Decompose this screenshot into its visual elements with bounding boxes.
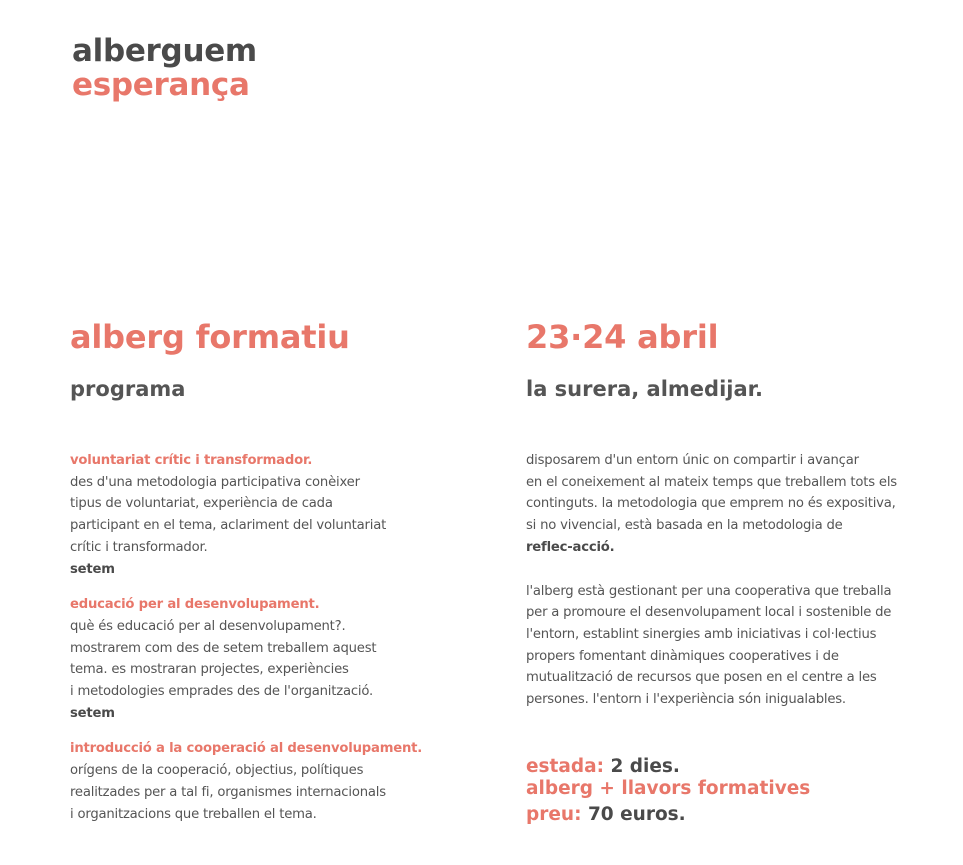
paragraph-line: persones. l'entorn i l'experiència són inigualables. (526, 692, 846, 708)
section-heading: educació per al desenvolupament. (70, 597, 320, 613)
stay-value: 2 dies. (610, 755, 680, 777)
section-text-line: des d'una metodologia participativa conèixer (70, 474, 360, 490)
stay-row (526, 756, 936, 778)
program-section (70, 594, 470, 724)
program-column (70, 318, 470, 825)
price-label: preu: (526, 803, 582, 825)
program-section (70, 738, 470, 825)
event-details-column (526, 318, 936, 826)
hostel-paragraph (526, 581, 936, 711)
paragraph-line: mutualització de recursos que posen en el centre a les (526, 670, 877, 686)
methodology-paragraph (526, 450, 936, 559)
logo-line-2: esperança (72, 67, 250, 103)
program-subtitle: programa (70, 377, 186, 401)
section-organizer: setem (70, 705, 115, 721)
stay-label: estada: (526, 755, 605, 777)
paragraph-line: si no vivencial, està basada en la metodologia de (526, 518, 843, 534)
section-text-line: mostrarem com des de setem treballem aquest (70, 640, 377, 656)
paragraph-line: per a promoure el desenvolupament local i sostenible de (526, 605, 892, 621)
stay-price-info (526, 756, 936, 826)
paragraph-line: continguts. la metodologia que emprem no és expositiva, (526, 496, 896, 512)
paragraph-line: propers fomentant dinàmiques cooperatives i de (526, 648, 839, 664)
paragraph-line: l'alberg està gestionant per una cooperativa que treballa (526, 583, 892, 599)
program-section (70, 450, 470, 580)
section-text-line: què és educació per al desenvolupament?. (70, 618, 346, 634)
section-text-line: i organitzacions que treballen el tema. (70, 806, 317, 822)
paragraph-line: l'entorn, establint sinergies amb iniciativas i col·lectius (526, 626, 877, 642)
section-text-line: tipus de voluntariat, experiència de cada (70, 496, 333, 512)
program-title: alberg formatiu (70, 318, 350, 356)
section-text-line: realitzades per a tal fi, organismes internacionals (70, 784, 386, 800)
section-text-line: crític i transformador. (70, 539, 208, 555)
section-text-line: participant en el tema, aclariment del voluntariat (70, 518, 387, 534)
paragraph-line: disposarem d'un entorn únic on compartir i avançar (526, 453, 859, 468)
logo-line-1: alberguem (72, 33, 257, 69)
price-value: 70 euros. (587, 803, 686, 825)
section-text-line: tema. es mostraran projectes, experiències (70, 662, 349, 678)
section-organizer: setem (70, 561, 115, 577)
logo (72, 34, 257, 102)
paragraph-bold-term: reflec-acció. (526, 539, 615, 555)
section-heading: voluntariat crític i transformador. (70, 453, 313, 468)
includes-line: alberg + llavors formatives (526, 777, 811, 799)
event-date: 23·24 abril (526, 318, 719, 356)
event-location: la surera, almedijar. (526, 377, 763, 401)
price-row (526, 804, 936, 826)
paragraph-line: en el coneixement al mateix temps que treballem tots els (526, 474, 897, 490)
section-text-line: orígens de la cooperació, objectius, polítiques (70, 763, 364, 779)
section-heading: introducció a la cooperació al desenvolupament. (70, 741, 423, 757)
section-text-line: i metodologies emprades des de l'organització. (70, 684, 373, 700)
